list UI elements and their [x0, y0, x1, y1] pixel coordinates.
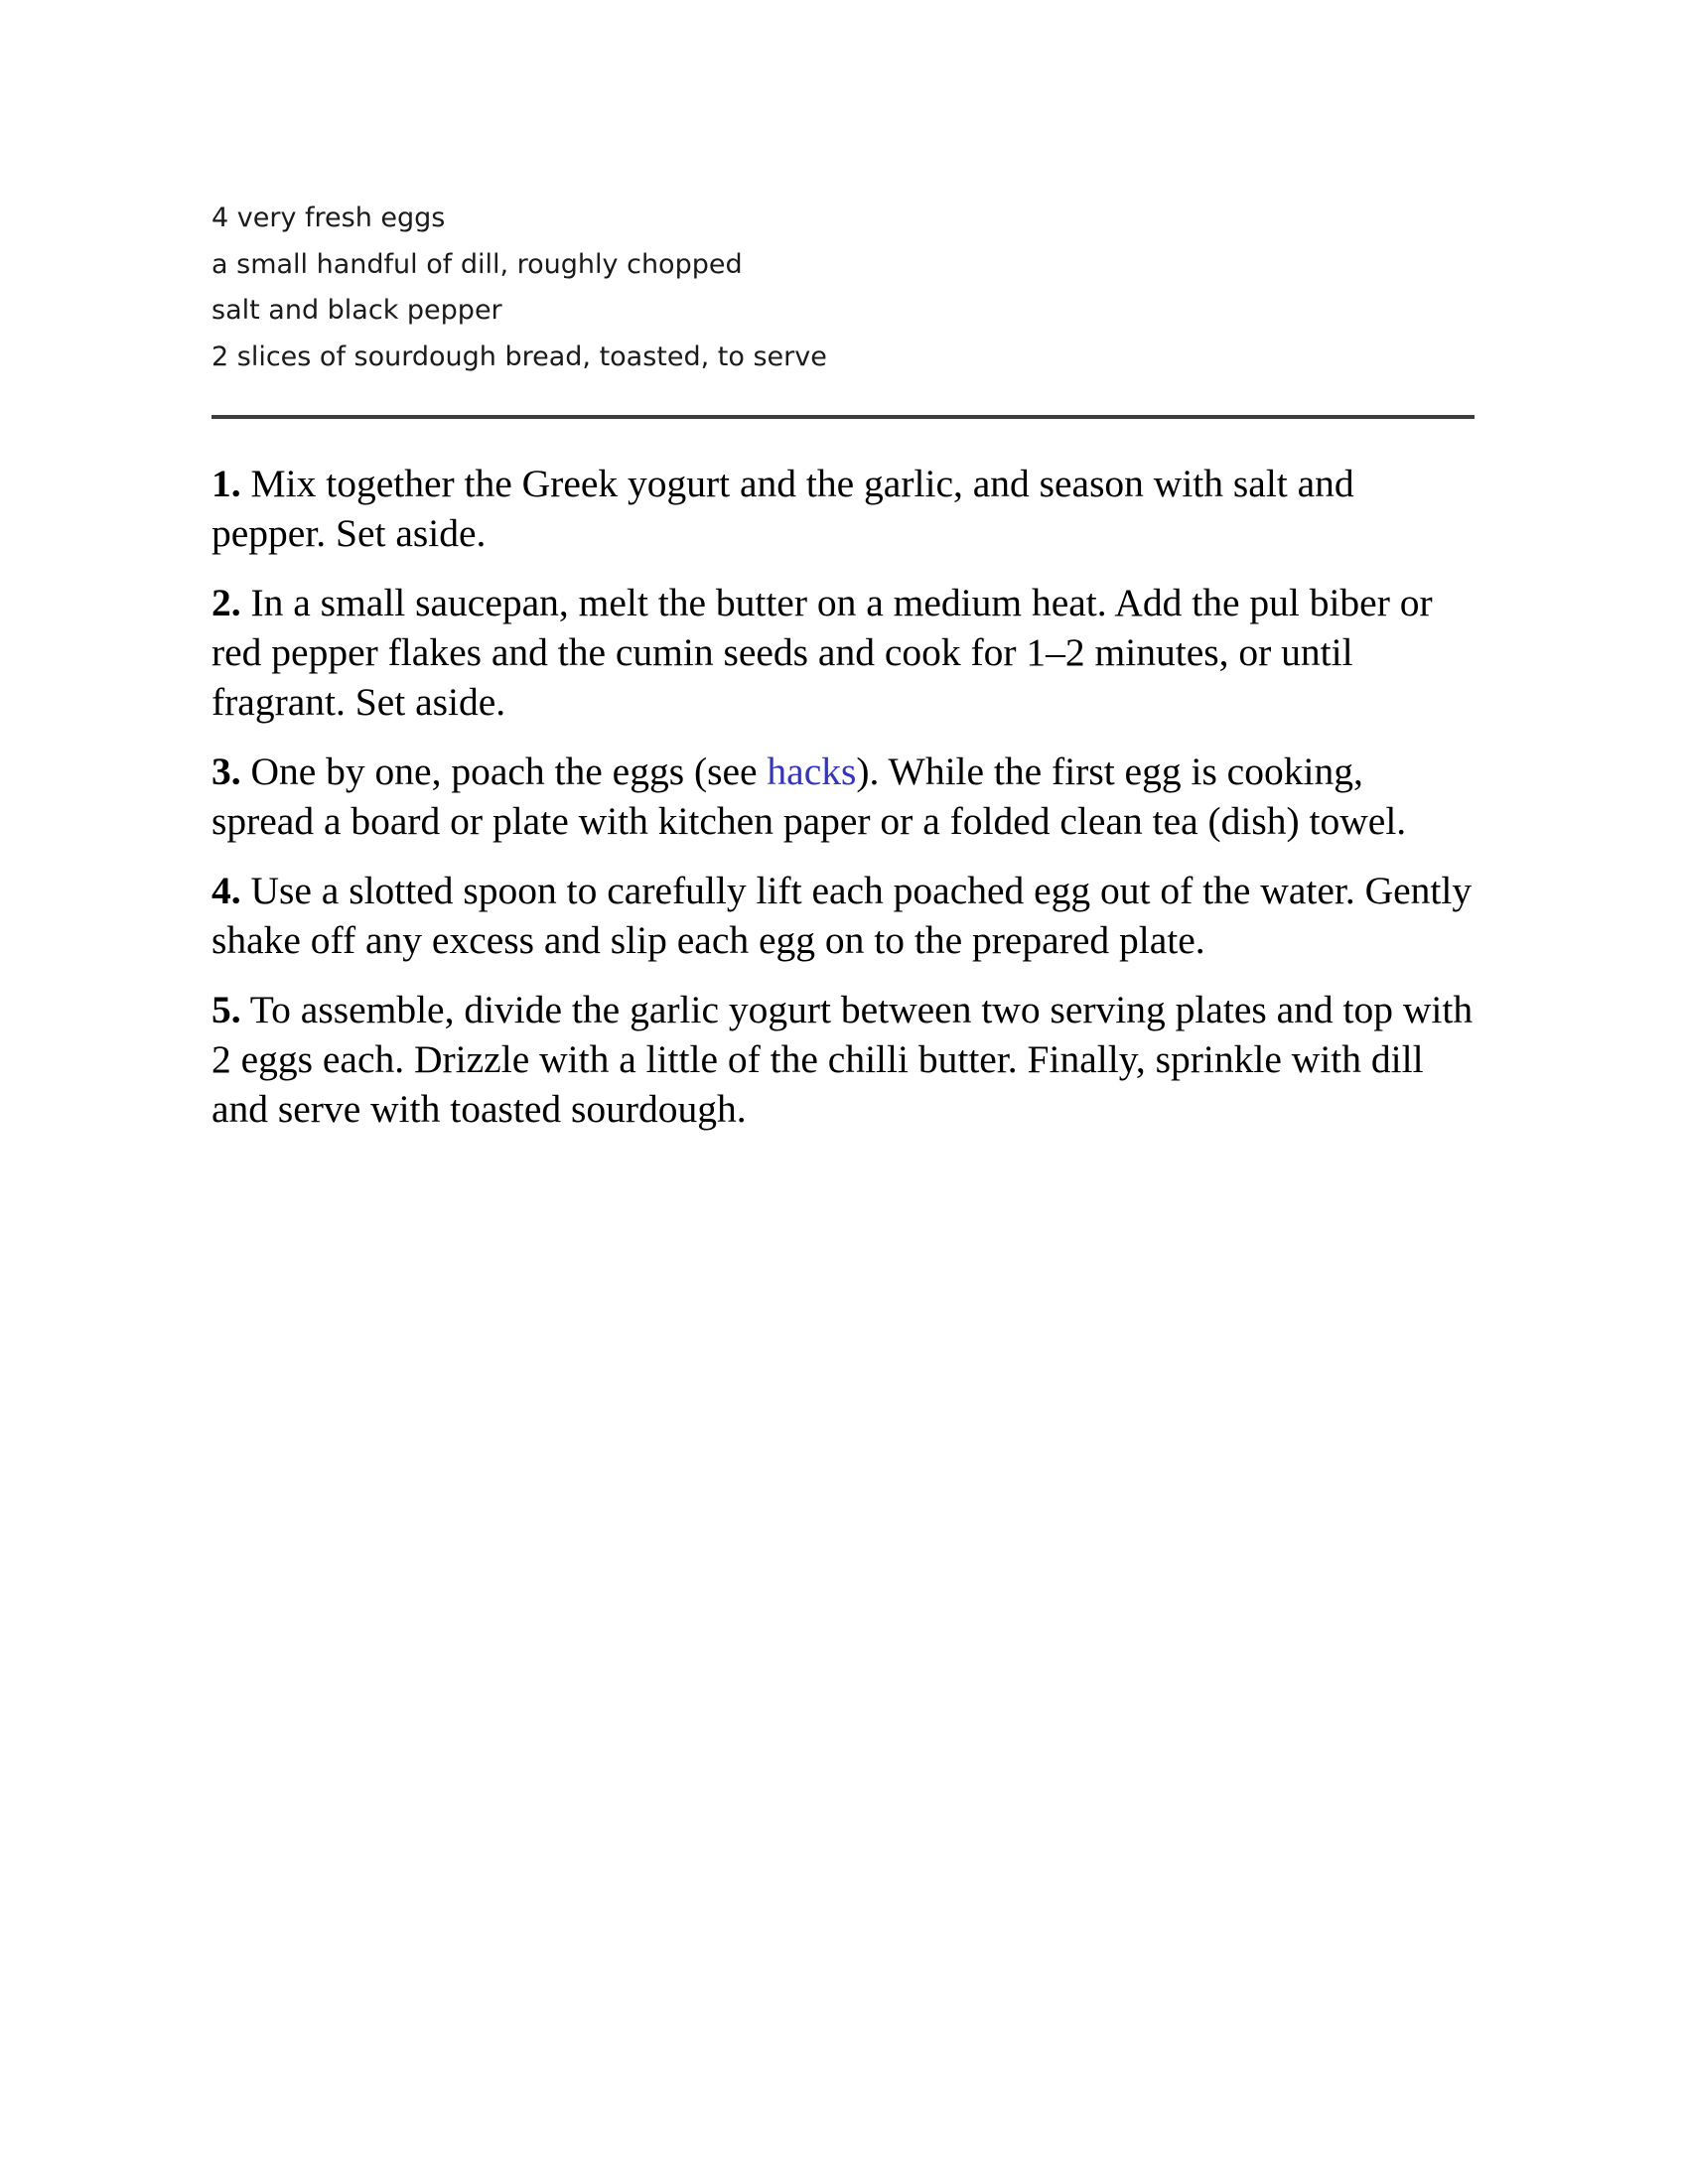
step-number: 1.	[211, 462, 241, 505]
hacks-link[interactable]: hacks	[767, 750, 857, 793]
step-number: 5.	[211, 988, 241, 1031]
section-divider	[211, 415, 1475, 419]
ingredient-item: salt and black pepper	[211, 295, 502, 326]
step-text: To assemble, divide the garlic yogurt between two serving plates and top with 2 eggs each. Drizzle with a little of the chilli butter. Finally, sprinkle with dill and serve with toasted sourdough.	[211, 988, 1474, 1131]
method-step	[211, 747, 1475, 846]
ingredient-item: a small handful of dill, roughly chopped	[211, 248, 743, 280]
ingredient-item: 4 very fresh eggs	[211, 203, 446, 233]
method-step	[211, 578, 1475, 727]
step-number: 2.	[211, 581, 241, 624]
step-text: In a small saucepan, melt the butter on a medium heat. Add the pul biber or red pepper flakes and the cumin seeds and cook for 1–2 minutes, or until fragrant. Set aside.	[211, 581, 1433, 724]
step-text-before-link: One by one, poach the eggs (see	[250, 750, 768, 793]
step-number: 4.	[211, 869, 241, 912]
step-text: Mix together the Greek yogurt and the garlic, and season with salt and pepper. Set aside.	[211, 462, 1354, 555]
ingredients-list	[211, 196, 1475, 380]
method-step	[211, 866, 1475, 965]
step-text-after-link: ). While the first egg is cooking, spread a board or plate with kitchen paper or a folded clean tea (dish) towel.	[211, 750, 1407, 843]
recipe-page	[211, 196, 1475, 1131]
method-step	[211, 459, 1475, 558]
step-text: Use a slotted spoon to carefully lift each poached egg out of the water. Gently shake off any excess and slip each egg on to the prepared plate.	[211, 869, 1473, 962]
method-steps	[211, 459, 1475, 1154]
method-step	[211, 985, 1475, 1134]
step-number: 3.	[211, 750, 241, 793]
ingredient-item: 2 slices of sourdough bread, toasted, to serve	[211, 341, 827, 372]
